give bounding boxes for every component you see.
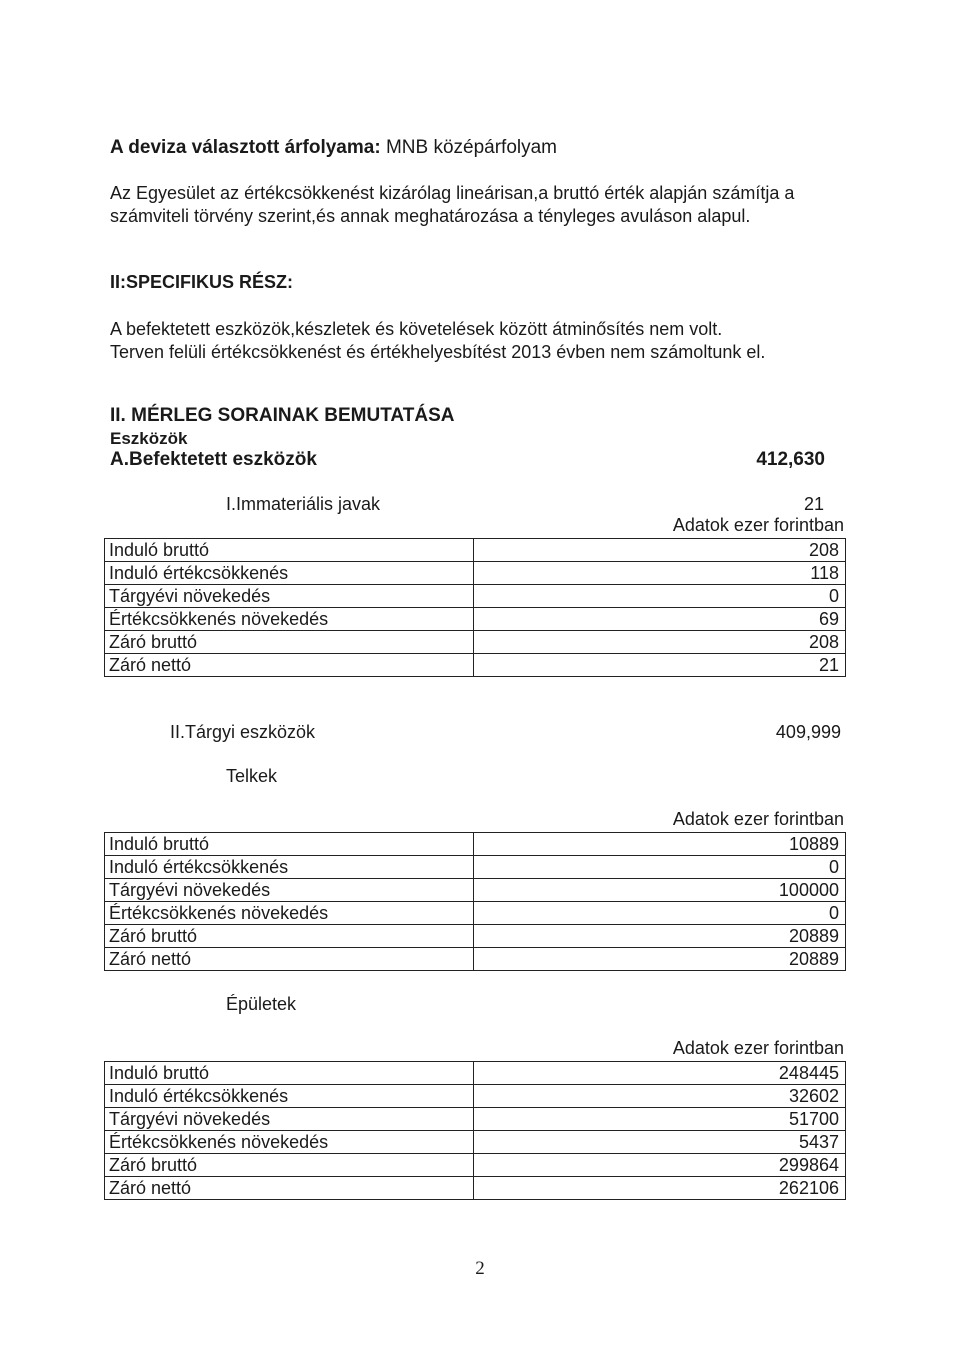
table-row xyxy=(105,879,846,902)
table-row xyxy=(105,1062,846,1085)
table-row xyxy=(105,925,846,948)
reclassification-line-2: Terven felüli értékcsökkenést és értékhelyesbítést 2013 évben nem számoltunk el. xyxy=(110,342,766,362)
page-number: 2 xyxy=(475,1258,485,1279)
row-label: Induló értékcsökkenés xyxy=(105,1085,474,1108)
row-value: 20889 xyxy=(474,948,846,971)
table-row xyxy=(105,585,846,608)
exchange-rate-value: MNB középárfolyam xyxy=(385,137,558,158)
buildings-title: Épületek xyxy=(226,994,297,1014)
row-label: Induló bruttó xyxy=(105,833,474,856)
table-row xyxy=(105,539,846,562)
exchange-rate-line xyxy=(110,137,557,159)
table-row xyxy=(105,1131,846,1154)
tangible-assets-title: II.Tárgyi eszközök xyxy=(170,722,316,742)
row-label: Tárgyévi növekedés xyxy=(105,879,474,902)
row-value: 5437 xyxy=(474,1131,846,1154)
specific-section-heading: II:SPECIFIKUS RÉSZ: xyxy=(110,272,294,292)
land-title: Telkek xyxy=(226,766,278,786)
row-value: 21 xyxy=(474,654,846,677)
table-row xyxy=(105,1177,846,1200)
row-label: Induló bruttó xyxy=(105,1062,474,1085)
table-row xyxy=(105,608,846,631)
row-label: Tárgyévi növekedés xyxy=(105,1108,474,1131)
assets-subheading: Eszközök xyxy=(110,429,188,448)
reclassification-paragraph xyxy=(110,318,765,364)
buildings-unit: Adatok ezer forintban xyxy=(672,1038,844,1058)
depreciation-paragraph: Az Egyesület az értékcsökkenést kizárólag lineárisan,a bruttó érték alapján számítja a számviteli törvény szerint,és annak meghatározása a tényleges avuláson alapul. xyxy=(110,183,795,226)
table-row xyxy=(105,1108,846,1131)
row-label: Tárgyévi növekedés xyxy=(105,585,474,608)
row-label: Záró bruttó xyxy=(105,925,474,948)
row-value: 51700 xyxy=(474,1108,846,1131)
row-label: Záró bruttó xyxy=(105,1154,474,1177)
table-row xyxy=(105,948,846,971)
row-value: 0 xyxy=(474,585,846,608)
land-unit: Adatok ezer forintban xyxy=(672,809,844,829)
table-row xyxy=(105,833,846,856)
table-row xyxy=(105,562,846,585)
row-value: 248445 xyxy=(474,1062,846,1085)
row-label: Záró bruttó xyxy=(105,631,474,654)
table-row xyxy=(105,856,846,879)
reclassification-line-1: A befektetett eszközök,készletek és követelések között átminősítés nem volt. xyxy=(110,319,723,339)
row-value: 208 xyxy=(474,631,846,654)
row-value: 0 xyxy=(474,902,846,925)
row-label: Induló értékcsökkenés xyxy=(105,856,474,879)
intangibles-title: I.Immateriális javak xyxy=(226,494,381,514)
fixed-assets-value: 412,630 xyxy=(756,449,825,470)
row-value: 299864 xyxy=(474,1154,846,1177)
table-row xyxy=(105,1154,846,1177)
row-value: 32602 xyxy=(474,1085,846,1108)
table-row xyxy=(105,631,846,654)
table-row xyxy=(105,654,846,677)
row-value: 20889 xyxy=(474,925,846,948)
row-value: 100000 xyxy=(474,879,846,902)
exchange-rate-label: A deviza választott árfolyama: xyxy=(110,137,381,158)
table-row xyxy=(105,902,846,925)
row-label: Induló bruttó xyxy=(105,539,474,562)
row-value: 118 xyxy=(474,562,846,585)
balance-sheet-heading: II. MÉRLEG SORAINAK BEMUTATÁSA xyxy=(110,405,455,426)
row-value: 0 xyxy=(474,856,846,879)
row-value: 69 xyxy=(474,608,846,631)
tangible-assets-total: 409,999 xyxy=(775,722,841,742)
row-label: Záró nettó xyxy=(105,1177,474,1200)
fixed-assets-label: A.Befektetett eszközök xyxy=(110,449,317,470)
table-row xyxy=(105,1085,846,1108)
intangibles-total: 21 xyxy=(803,494,824,514)
row-label: Záró nettó xyxy=(105,948,474,971)
row-value: 262106 xyxy=(474,1177,846,1200)
buildings-table xyxy=(104,1061,846,1200)
intangibles-unit: Adatok ezer forintban xyxy=(672,515,844,535)
land-table xyxy=(104,832,846,971)
row-value: 10889 xyxy=(474,833,846,856)
row-label: Értékcsökkenés növekedés xyxy=(105,608,474,631)
row-label: Záró nettó xyxy=(105,654,474,677)
row-value: 208 xyxy=(474,539,846,562)
row-label: Értékcsökkenés növekedés xyxy=(105,1131,474,1154)
row-label: Induló értékcsökkenés xyxy=(105,562,474,585)
intangibles-table xyxy=(104,538,846,677)
row-label: Értékcsökkenés növekedés xyxy=(105,902,474,925)
